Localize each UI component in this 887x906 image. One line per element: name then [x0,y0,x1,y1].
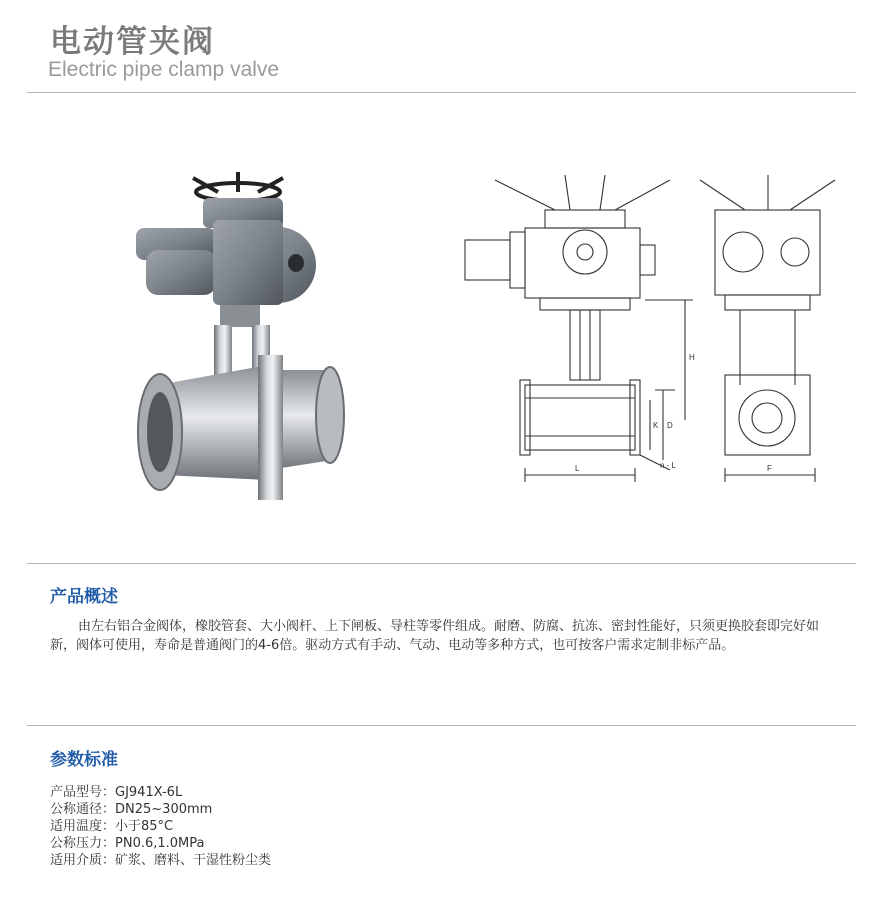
spec-row-temperature: 适用温度：小于85°C [50,819,174,834]
overview-text: 由左右铝合金阀体，橡胶管套、大小阀杆、上下闸板、导柱等零件组成。耐磨、防腐、抗冻、密封性能好，只须更换胶套即完好如新，阀体可使用，寿命是普通阀门的4-6倍。驱动方式有手动、气动、电动等多种方式，也可按客户需求定制非标产品。 [50,619,820,653]
section-divider [27,563,856,564]
dim-label-nl: n - L [660,461,677,470]
dim-label-f: F [767,464,772,473]
header-divider [27,92,856,93]
spec-row-medium: 适用介质：矿浆、磨料、干湿性粉尘类 [50,853,272,868]
section-divider [27,725,856,726]
technical-drawing [445,170,845,490]
specs-list [50,784,271,869]
dim-label-k: K [653,421,659,430]
spec-row-pressure: 公称压力：PN0.6,1.0MPa [50,836,205,851]
page-title: 电动管夹阀 [50,24,215,60]
dim-label-l: L [575,464,580,473]
dim-label-d: D [667,421,673,430]
product-photo [118,170,378,510]
specs-heading: 参数标准 [50,750,118,770]
dim-label-h: H [689,353,695,362]
overview-heading: 产品概述 [50,587,118,607]
page-subtitle: Electric pipe clamp valve [48,58,280,81]
spec-row-model: 产品型号：GJ941X-6L [50,785,183,800]
spec-row-diameter: 公称通径：DN25~300mm [50,802,213,817]
